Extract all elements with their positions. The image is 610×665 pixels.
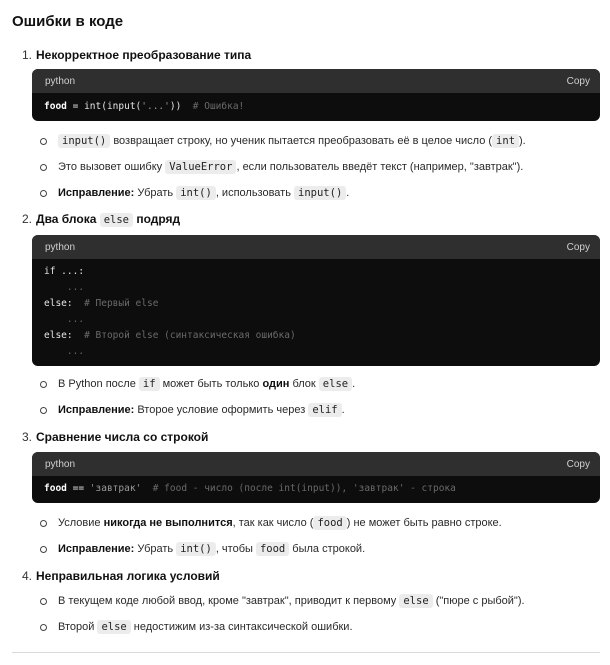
list-item: input() возвращает строку, но ученик пытается преобразовать её в целое число ( int ). (40, 135, 526, 147)
code-comment: # Первый else (84, 298, 159, 309)
section-1-title-text: Некорректное преобразование типа (36, 48, 252, 62)
code-comment: # Ошибка! (192, 101, 245, 112)
copy-button[interactable]: Copy (566, 241, 590, 253)
list-item: Исправление: Убрать int() , использовать input() . (40, 187, 349, 199)
code-comment: # Второй else (синтаксическая ошибка) (84, 330, 296, 341)
copy-button[interactable]: Copy (566, 458, 590, 470)
bullet-icon (40, 164, 47, 171)
code-line: if ...: (44, 266, 85, 277)
bullet-icon (40, 407, 47, 414)
code-language-label: python (45, 458, 76, 470)
section-1-number: 1. (22, 48, 33, 62)
bullet-icon (40, 546, 47, 553)
list-item: В Python после if может быть только один блок else . (40, 378, 355, 390)
code-block-3 (32, 452, 600, 503)
bullet-icon (40, 624, 47, 631)
section-4-title: 4. Неправильная логика условий (22, 569, 220, 583)
code-language-label: python (45, 75, 76, 87)
section-3-number: 3. (22, 430, 33, 444)
page-title: Ошибки в коде (12, 13, 124, 30)
code-block-1-header (32, 69, 600, 93)
section-2-number: 2. (22, 212, 33, 226)
code-line: else: # Первый else (44, 298, 159, 309)
code-block-2 (32, 235, 600, 366)
code-line: else: # Второй else (синтаксическая ошибка) (44, 330, 296, 341)
section-4-number: 4. (22, 569, 33, 583)
list-item: Это вызовет ошибку ValueError , если пользователь введёт текст (например, "завтрак"). (40, 161, 523, 173)
section-3-title: 3. Сравнение числа со строкой (22, 430, 209, 444)
bullet-icon (40, 381, 47, 388)
bullet-icon (40, 190, 47, 197)
code-line: ... (44, 282, 85, 293)
section-1-title (22, 48, 251, 62)
code-block-3-header (32, 452, 600, 476)
list-item: В текущем коде любой ввод, кроме "завтрак", приводит к первому else ("пюре с рыбой"). (40, 595, 525, 607)
code-line: ... (44, 346, 85, 357)
list-item: Исправление: Убрать int() , чтобы food была строкой. (40, 543, 365, 555)
list-item: Второй else недостижим из-за синтаксической ошибки. (40, 621, 353, 633)
code-line: food = int(input('...')) # Ошибка! (44, 101, 245, 112)
list-item: Исправление: Второе условие оформить через elif . (40, 404, 345, 416)
code-language-label: python (45, 241, 76, 253)
bullet-icon (40, 598, 47, 605)
code-comment: # food - число (после int(input)), 'завтрак' - строка (152, 483, 456, 494)
code-block-1 (32, 69, 600, 121)
bullet-icon (40, 138, 47, 145)
bullet-icon (40, 520, 47, 527)
list-item: Условие никогда не выполнится, так как число ( food ) не может быть равно строке. (40, 517, 502, 529)
code-line: ... (44, 314, 85, 325)
code-block-2-header (32, 235, 600, 259)
section-2-title: 2. Два блока else подряд (22, 212, 181, 226)
copy-button[interactable]: Copy (566, 75, 590, 87)
code-line: food == 'завтрак' # food - число (после int(input)), 'завтрак' - строка (44, 483, 456, 494)
divider (12, 652, 600, 653)
